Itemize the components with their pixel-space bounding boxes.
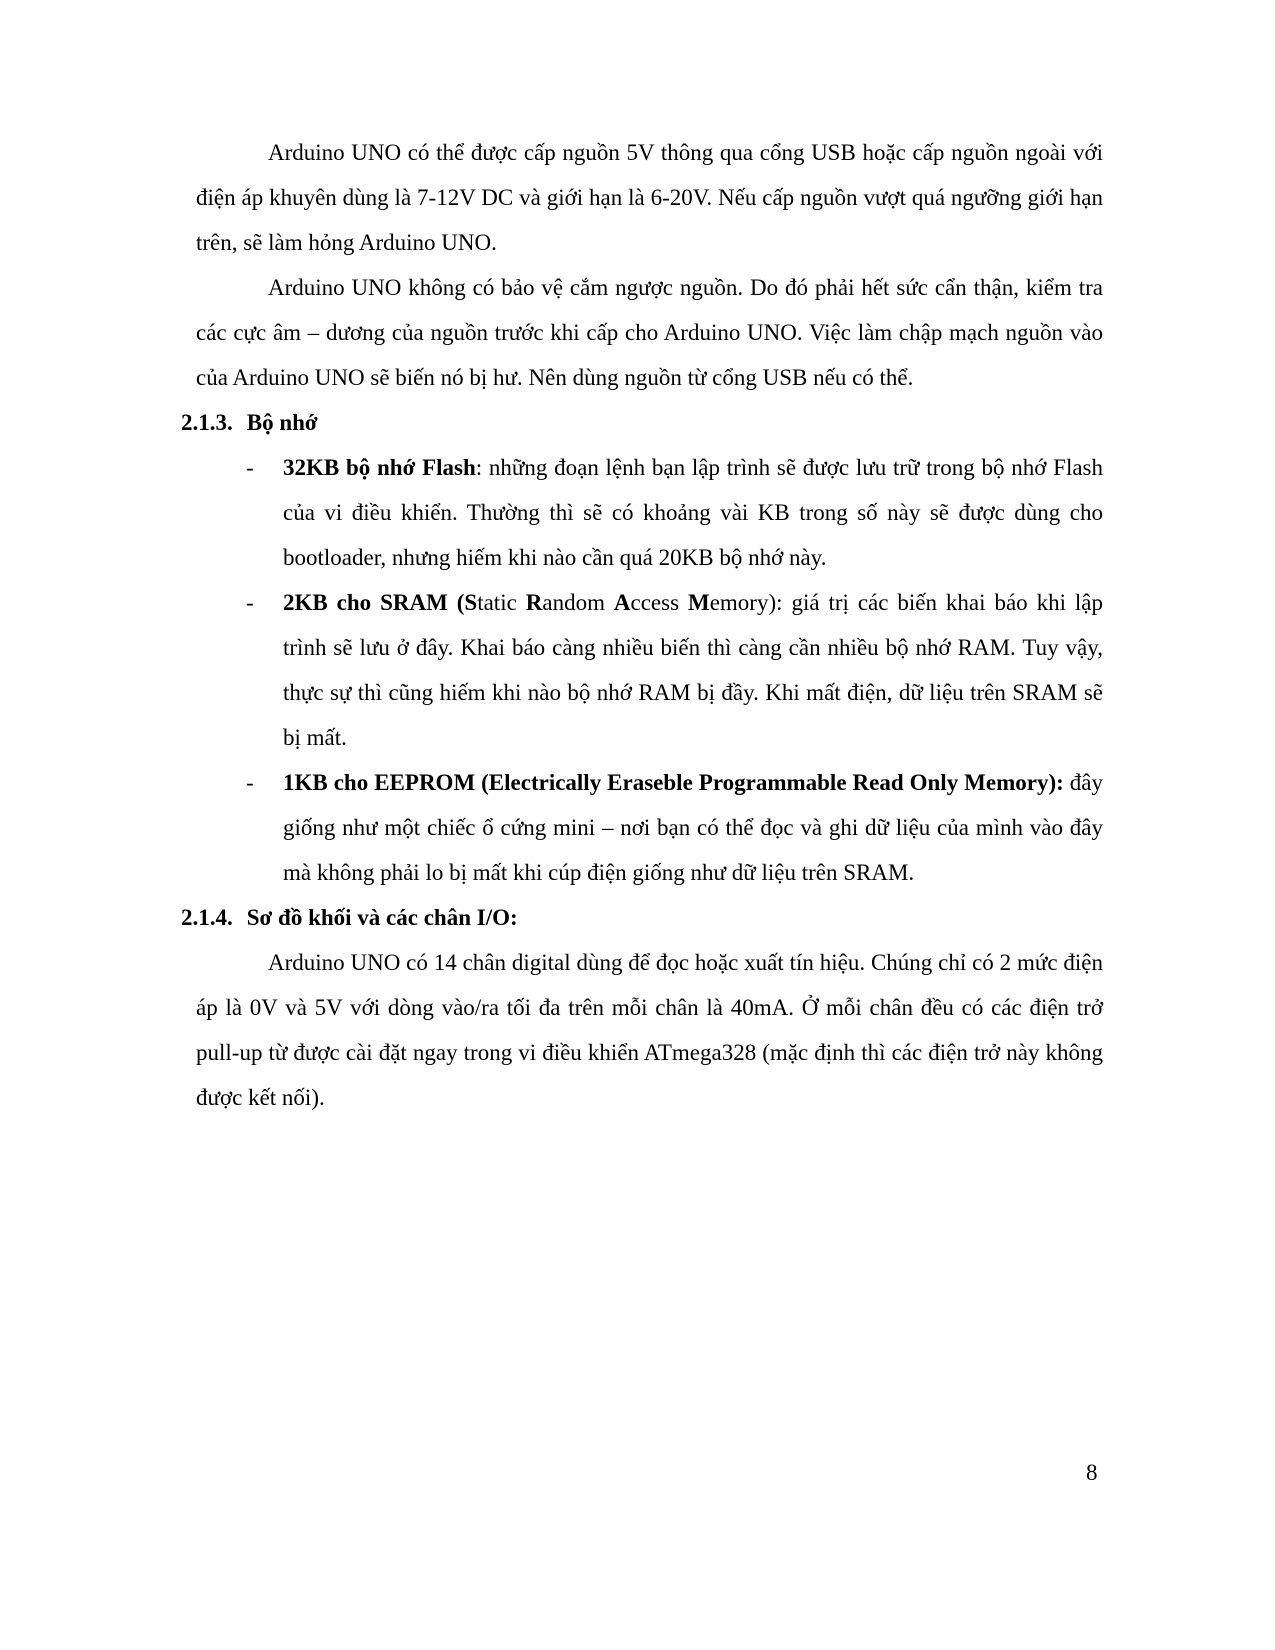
bullet-item (181, 445, 1103, 580)
text-run-group: 2KB cho SRAM (Static Random Access Memory): giá trị các biến khai báo khi lập trình sẽ lưu ở đây. Khai báo càng nhiều biến thì càng cần nhiều bộ nhớ RAM. Tuy vậy, thực sự thì cũng hiếm khi nào bộ nhớ RAM bị đầy. Khi mất điện, dữ liệu trên SRAM sẽ bị mất. (283, 590, 1104, 750)
text-run-group: Bộ nhớ (246, 410, 318, 435)
page-number: 8 (1086, 1460, 1098, 1485)
text-run-group: Sơ đồ khối và các chân I/O: (246, 905, 518, 930)
document-body (181, 130, 1103, 1120)
text-run-group: Arduino UNO có 14 chân digital dùng để đọc hoặc xuất tín hiệu. Chúng chỉ có 2 mức điện áp là 0V và 5V với dòng vào/ra tối đa trên mỗi chân là 40mA. Ở mỗi chân đều có các điện trở pull-up từ được cài đặt ngay trong vi điều khiển ATmega328 (mặc định thì các điện trở này không được kết nối). (196, 950, 1103, 1110)
paragraph (181, 265, 1103, 400)
heading-number: 2.1.4. (181, 905, 233, 930)
text-run-group: 1KB cho EEPROM (Electrically Eraseble Programmable Read Only Memory): đây giống như một chiếc ổ cứng mini – nơi bạn có thể đọc và ghi dữ liệu của mình vào đây mà không phải lo bị mất khi cúp điện giống như dữ liệu trên SRAM. (283, 770, 1103, 885)
bullet-dash: - (246, 455, 254, 480)
paragraph (181, 130, 1103, 265)
heading-number: 2.1.3. (181, 410, 233, 435)
bullet-item (181, 760, 1103, 895)
paragraph (181, 940, 1103, 1120)
bullet-dash: - (246, 770, 254, 795)
text-run-group: Arduino UNO không có bảo vệ cắm ngược nguồn. Do đó phải hết sức cẩn thận, kiểm tra các cực âm – dương của nguồn trước khi cấp cho Arduino UNO. Việc làm chập mạch nguồn vào của Arduino UNO sẽ biến nó bị hư. Nên dùng nguồn từ cổng USB nếu có thể. (196, 275, 1103, 390)
text-run-group: Arduino UNO có thể được cấp nguồn 5V thông qua cổng USB hoặc cấp nguồn ngoài với điện áp khuyên dùng là 7-12V DC và giới hạn là 6-20V. Nếu cấp nguồn vượt quá ngưỡng giới hạn trên, sẽ làm hỏng Arduino UNO. (196, 140, 1103, 255)
section-heading (181, 400, 1103, 445)
section-heading (181, 895, 1103, 940)
bullet-dash: - (246, 590, 254, 615)
bullet-item (181, 580, 1103, 760)
text-run-group: 32KB bộ nhớ Flash: những đoạn lệnh bạn lập trình sẽ được lưu trữ trong bộ nhớ Flash của vi điều khiển. Thường thì sẽ có khoảng vài KB trong số này sẽ được dùng cho bootloader, nhưng hiếm khi nào cần quá 20KB bộ nhớ này. (283, 455, 1103, 570)
